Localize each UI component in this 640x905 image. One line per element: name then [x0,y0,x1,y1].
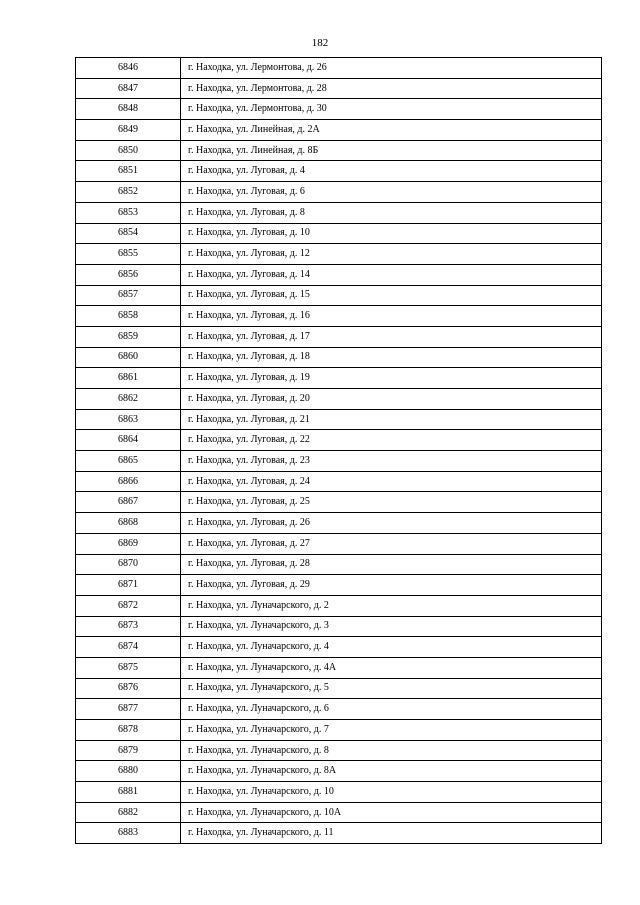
address-cell: г. Находка, ул. Луговая, д. 8 [181,202,602,223]
address-cell: г. Находка, ул. Линейная, д. 2А [181,120,602,141]
table-row [76,513,602,534]
row-number-cell: 6849 [76,120,181,141]
table-row [76,140,602,161]
address-cell: г. Находка, ул. Луговая, д. 23 [181,451,602,472]
table-row [76,637,602,658]
address-cell: г. Находка, ул. Луговая, д. 16 [181,306,602,327]
address-cell: г. Находка, ул. Луначарского, д. 8 [181,740,602,761]
row-number-cell: 6854 [76,223,181,244]
table-row [76,823,602,844]
address-cell: г. Находка, ул. Луговая, д. 12 [181,244,602,265]
row-number-cell: 6862 [76,389,181,410]
address-cell: г. Находка, ул. Луначарского, д. 3 [181,616,602,637]
address-cell: г. Находка, ул. Луначарского, д. 11 [181,823,602,844]
row-number-cell: 6880 [76,761,181,782]
row-number-cell: 6878 [76,720,181,741]
row-number-cell: 6879 [76,740,181,761]
table-row [76,161,602,182]
row-number-cell: 6846 [76,58,181,79]
address-cell: г. Находка, ул. Луговая, д. 18 [181,347,602,368]
row-number-cell: 6870 [76,554,181,575]
table-row [76,492,602,513]
table-row [76,699,602,720]
row-number-cell: 6877 [76,699,181,720]
table-row [76,802,602,823]
row-number-cell: 6858 [76,306,181,327]
row-number-cell: 6883 [76,823,181,844]
address-cell: г. Находка, ул. Луговая, д. 4 [181,161,602,182]
row-number-cell: 6855 [76,244,181,265]
row-number-cell: 6852 [76,182,181,203]
address-cell: г. Находка, ул. Линейная, д. 8Б [181,140,602,161]
address-cell: г. Находка, ул. Луговая, д. 10 [181,223,602,244]
address-cell: г. Находка, ул. Луговая, д. 6 [181,182,602,203]
table-row [76,657,602,678]
row-number-cell: 6869 [76,533,181,554]
table-row [76,264,602,285]
row-number-cell: 6871 [76,575,181,596]
address-cell: г. Находка, ул. Лермонтова, д. 28 [181,78,602,99]
address-cell: г. Находка, ул. Луговая, д. 28 [181,554,602,575]
table-row [76,451,602,472]
table-row [76,244,602,265]
address-cell: г. Находка, ул. Луначарского, д. 5 [181,678,602,699]
row-number-cell: 6851 [76,161,181,182]
row-number-cell: 6847 [76,78,181,99]
table-row [76,782,602,803]
table-row [76,182,602,203]
address-cell: г. Находка, ул. Луговая, д. 24 [181,471,602,492]
table-row [76,575,602,596]
row-number-cell: 6875 [76,657,181,678]
table-row [76,554,602,575]
row-number-cell: 6860 [76,347,181,368]
row-number-cell: 6853 [76,202,181,223]
address-cell: г. Находка, ул. Луговая, д. 26 [181,513,602,534]
table-row [76,99,602,120]
table-row [76,595,602,616]
row-number-cell: 6882 [76,802,181,823]
address-cell: г. Находка, ул. Луначарского, д. 7 [181,720,602,741]
page-number: 182 [311,37,329,49]
address-cell: г. Находка, ул. Лермонтова, д. 30 [181,99,602,120]
row-number-cell: 6848 [76,99,181,120]
row-number-cell: 6868 [76,513,181,534]
row-number-cell: 6864 [76,430,181,451]
row-number-cell: 6857 [76,285,181,306]
table-row [76,306,602,327]
table-row [76,409,602,430]
row-number-cell: 6876 [76,678,181,699]
address-cell: г. Находка, ул. Луначарского, д. 6 [181,699,602,720]
table-row [76,347,602,368]
row-number-cell: 6872 [76,595,181,616]
table-row [76,471,602,492]
table-row [76,430,602,451]
address-cell: г. Находка, ул. Луговая, д. 15 [181,285,602,306]
table-row [76,678,602,699]
table-row [76,740,602,761]
address-cell: г. Находка, ул. Луговая, д. 25 [181,492,602,513]
address-table-body [76,58,602,844]
table-row [76,285,602,306]
row-number-cell: 6865 [76,451,181,472]
table-row [76,720,602,741]
address-cell: г. Находка, ул. Луначарского, д. 4 [181,637,602,658]
row-number-cell: 6873 [76,616,181,637]
table-row [76,58,602,79]
row-number-cell: 6850 [76,140,181,161]
row-number-cell: 6861 [76,368,181,389]
table-row [76,389,602,410]
table-row [76,78,602,99]
address-cell: г. Находка, ул. Луговая, д. 14 [181,264,602,285]
row-number-cell: 6856 [76,264,181,285]
address-table [75,57,602,844]
address-cell: г. Находка, ул. Луговая, д. 22 [181,430,602,451]
address-cell: г. Находка, ул. Луговая, д. 17 [181,326,602,347]
address-cell: г. Находка, ул. Луговая, д. 29 [181,575,602,596]
address-cell: г. Находка, ул. Луговая, д. 19 [181,368,602,389]
row-number-cell: 6867 [76,492,181,513]
table-row [76,120,602,141]
table-row [76,223,602,244]
table-row [76,202,602,223]
row-number-cell: 6859 [76,326,181,347]
table-row [76,761,602,782]
address-cell: г. Находка, ул. Луначарского, д. 4А [181,657,602,678]
address-cell: г. Находка, ул. Луначарского, д. 10 [181,782,602,803]
address-cell: г. Находка, ул. Луговая, д. 27 [181,533,602,554]
table-row [76,616,602,637]
address-cell: г. Находка, ул. Луначарского, д. 2 [181,595,602,616]
table-row [76,533,602,554]
row-number-cell: 6874 [76,637,181,658]
address-cell: г. Находка, ул. Луговая, д. 21 [181,409,602,430]
address-cell: г. Находка, ул. Лермонтова, д. 26 [181,58,602,79]
row-number-cell: 6881 [76,782,181,803]
row-number-cell: 6866 [76,471,181,492]
row-number-cell: 6863 [76,409,181,430]
address-cell: г. Находка, ул. Луначарского, д. 8А [181,761,602,782]
address-cell: г. Находка, ул. Луначарского, д. 10А [181,802,602,823]
table-row [76,326,602,347]
address-cell: г. Находка, ул. Луговая, д. 20 [181,389,602,410]
table-row [76,368,602,389]
